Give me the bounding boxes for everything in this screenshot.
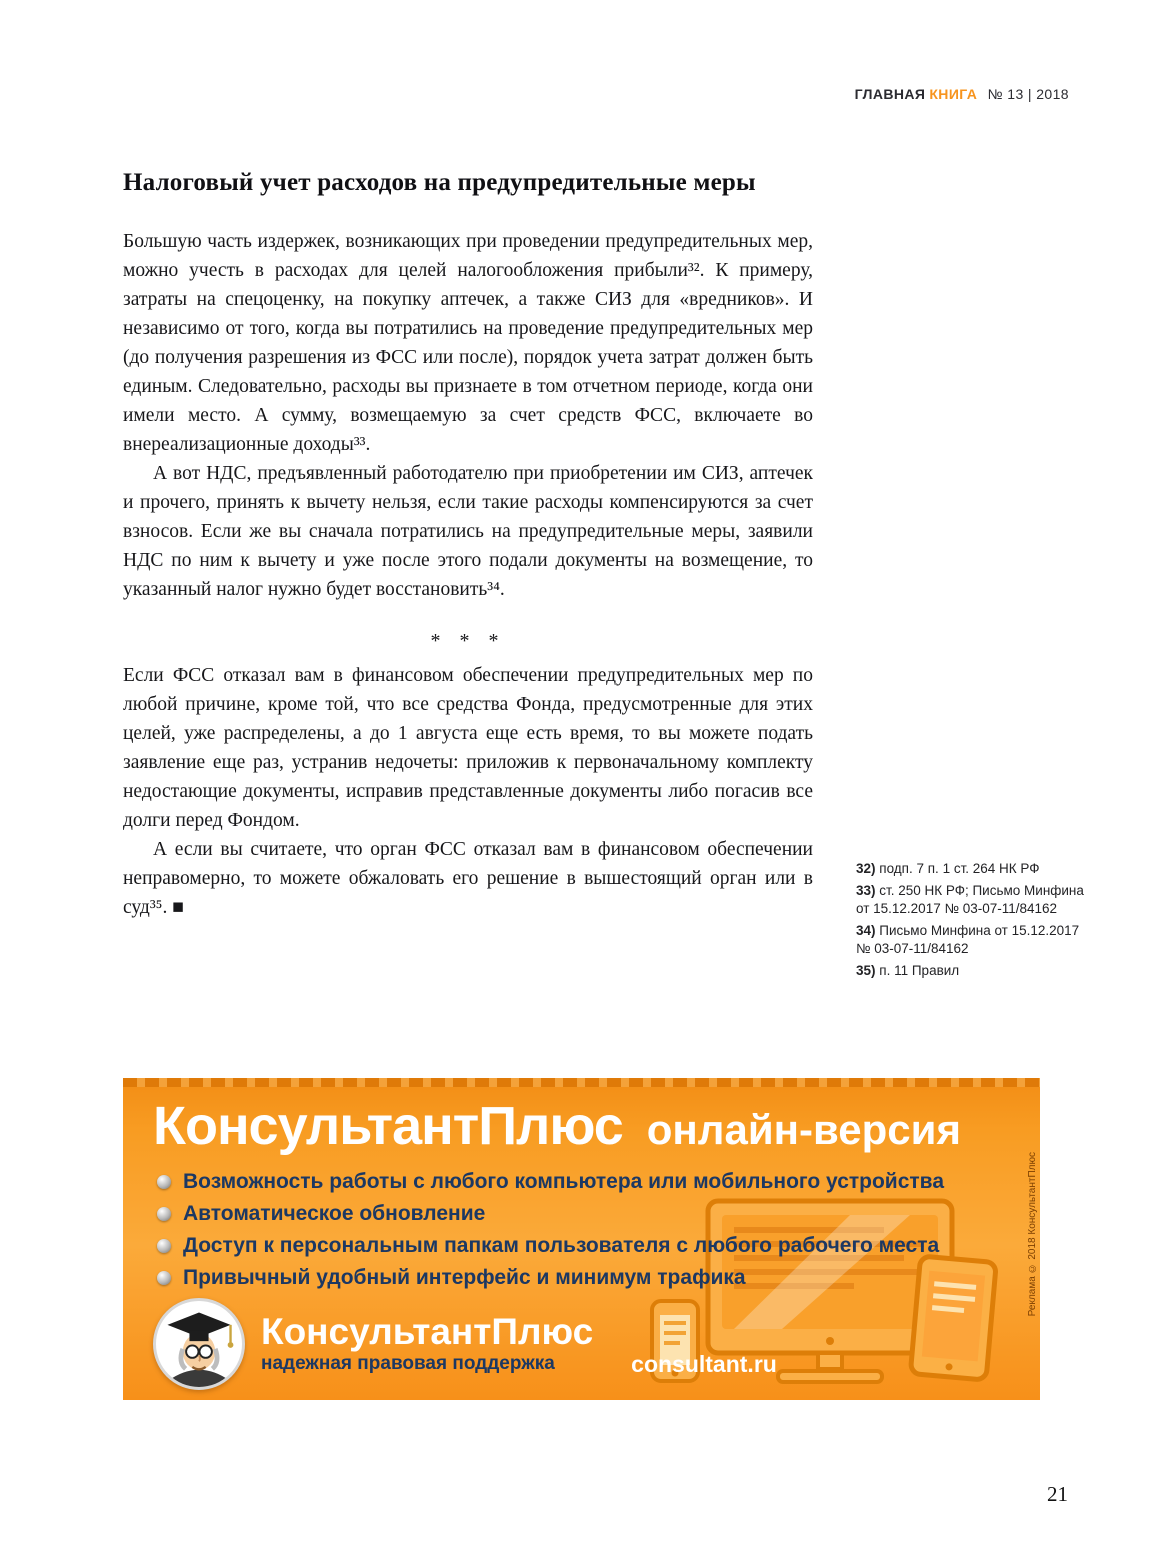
footnote-text: Письмо Минфина от 15.12.2017 № 03-07-11/84162 [856,923,1080,957]
footnotes [856,860,1090,984]
bullet-sphere-icon [157,1207,171,1221]
ad-logo-row [153,1298,777,1390]
article-title: Налоговый учет расходов на предупредительные меры [123,169,756,196]
ad-bullet-text: Возможность работы с любого компьютера или мобильного устройства [183,1170,944,1193]
bullet-sphere-icon [157,1175,171,1189]
ad-bullet [157,1202,1040,1226]
ad-bullet-list [157,1170,1040,1290]
masthead-brand-accent: КНИГА [929,86,978,102]
footnote [856,860,1090,878]
ad-bullet [157,1234,1040,1258]
ad-legal-note: Реклама © 2018 КонсультантПлюс [1027,1152,1038,1317]
ad-bullet-text: Доступ к персональным папкам пользователя с любого рабочего места [183,1234,940,1257]
ad-headline [123,1087,1040,1157]
ad-headline-suffix: онлайн-версия [646,1106,961,1153]
consultant-logo [153,1298,245,1390]
footnote-number: 34) [856,923,876,939]
page-number: 21 [1047,1482,1068,1506]
ad-website-link[interactable]: consultant.ru [631,1351,777,1377]
article [123,167,813,922]
ad-bullet [157,1266,1040,1290]
footnote-number: 33) [856,883,876,899]
masthead-issue: № 13 | 2018 [987,86,1069,102]
ad-logo-texts [261,1310,594,1376]
ad-banner-top-strip [123,1078,1040,1087]
ad-headline-brand: КонсультантПлюс [153,1096,623,1156]
masthead [855,86,1069,102]
ad-logo-title: КонсультантПлюс [261,1310,594,1352]
ad-bullet-text: Привычный удобный интерфейс и минимум трафика [183,1266,746,1289]
footnote [856,882,1090,918]
masthead-brand-main: ГЛАВНАЯ [854,86,926,102]
footnote-text: п. 11 Правил [879,963,960,979]
bullet-sphere-icon [157,1271,171,1285]
bullet-sphere-icon [157,1239,171,1253]
ad-banner[interactable] [123,1078,1040,1400]
ad-bullet-text: Автоматическое обновление [183,1202,486,1225]
footnote-text: ст. 250 НК РФ; Письмо Минфина от 15.12.2017 № 03-07-11/84162 [856,883,1084,917]
section-separator: * * * [430,630,506,652]
article-paragraph: Если ФСС отказал вам в финансовом обеспечении предупредительных мер по любой причине, кроме той, что все средства Фонда, предусмотренные для этих целей, уже распределены, а до 1 августа еще есть время, то вы можете подать заявление еще раз, устранив недочеты: приложив к первоначальному комплекту недостающие документы, исправив представленные документы либо погасив все долги перед Фондом. [123,665,813,831]
article-paragraph: А вот НДС, предъявленный работодателю при приобретении им СИЗ, аптечек и прочего, принять к вычету нельзя, если такие расходы компенсируются за счет взносов. Если же вы сначала потратились на предупредительные меры, заявили НДС по ним к вычету и уже после этого подали документы на возмещение, то указанный налог нужно будет восстановить³⁴. [123,463,813,600]
article-paragraph: А если вы считаете, что орган ФСС отказал вам в финансовом обеспечении неправомерно, то можете обжаловать его решение в вышестоящий орган или в суд³⁵. ■ [123,839,813,918]
professor-icon [156,1301,242,1387]
article-paragraph: Большую часть издержек, возникающих при проведении предупредительных мер, можно учесть в расходах для целей налогообложения прибыли³². К примеру, затраты на спецоценку, на покупку аптечек, а также СИЗ для «вредников». И независимо от того, когда вы потратились на проведение предупредительных мер (до получения разрешения из ФСС или после), порядок учета затрат должен быть единым. Следовательно, расходы вы признаете в том отчетном периоде, когда они имели место. А сумму, возмещаемую за счет средств ФСС, включаете во внереализационные доходы³³. [123,231,813,455]
ad-logo-tagline: надежная правовая поддержка [261,1353,555,1375]
footnote-number: 32) [856,861,876,876]
footnote-text: подп. 7 п. 1 ст. 264 НК РФ [879,861,1040,876]
footnote [856,922,1090,958]
ad-bullet [157,1170,1040,1194]
footnote-number: 35) [856,963,876,979]
article-body [123,227,813,922]
footnote [856,962,1090,980]
